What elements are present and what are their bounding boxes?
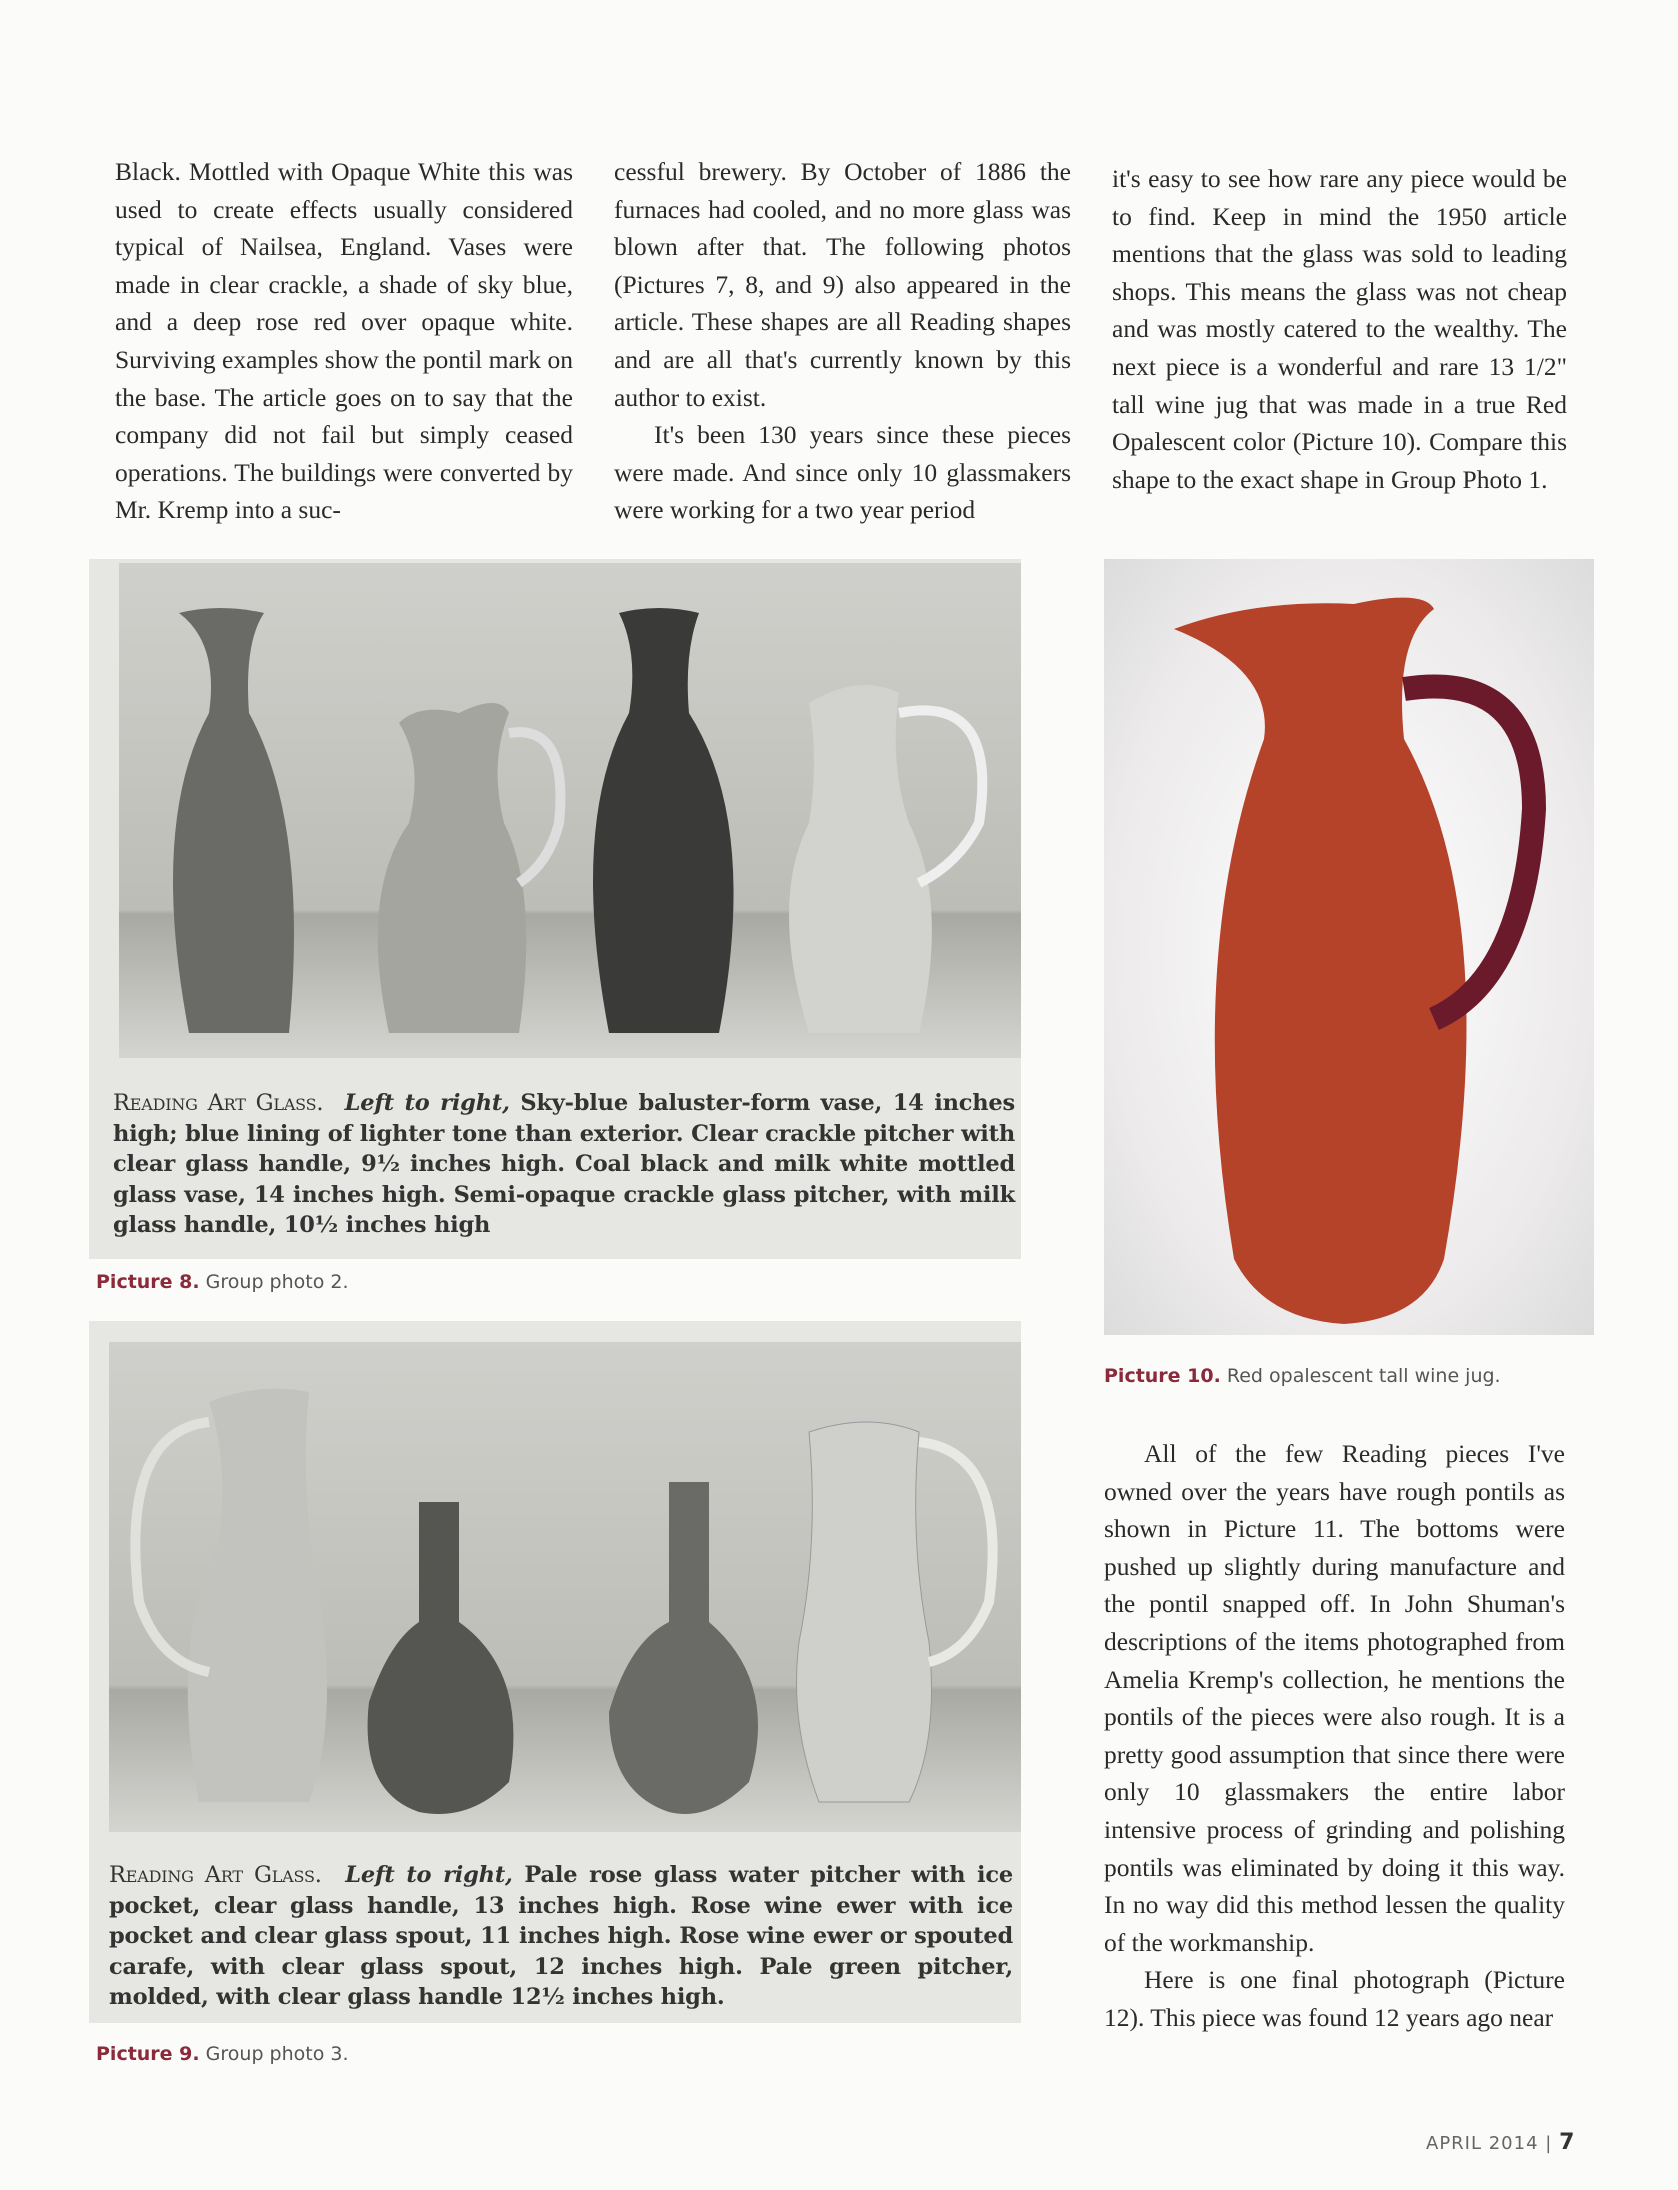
caption-lead: Left to right,: [344, 1090, 510, 1116]
caption-lead: Left to right,: [345, 1862, 513, 1888]
separator: |: [1545, 2133, 1553, 2154]
picture-8-photo: [119, 563, 1021, 1058]
picture-9-caption: [96, 2043, 349, 2065]
caption-text: Group photo 2.: [205, 1271, 349, 1293]
caption-label: Picture 10.: [1104, 1365, 1221, 1387]
ewer-icon: [368, 1502, 514, 1814]
paragraph: Black. Mottled with Opaque White this was used to create effects usually considered typical of Nailsea, England. Vases were made in clear crackle, a shade of sky blue, and a deep rose red over opaque white. Surviving examples show the pontil mark on the base. The article goes on to say that the company did not fail but simply ceased operations. The buildings were converted by Mr. Kremp into a suc-: [115, 157, 573, 525]
article-column-2: [614, 153, 1071, 529]
paragraph: All of the few Reading pieces I've owned over the years have rough pontils as shown in Picture 11. The bottoms were pushed up slightly during manufacture and the pontil snapped off. In John Shuman's descriptions of the items photographed from Amelia Kremp's collection, he mentions the pontils of the pieces were also rough. It is a pretty good assumption that since there were only 10 glassmakers the entire labor intensive process of grinding and polishing pontils was eliminated by doing it this way. In no way did this method lessen the quality of the workmanship.: [1104, 1439, 1565, 1957]
article-column-1: [115, 153, 573, 529]
mottled-vase-icon: [593, 608, 734, 1033]
caption-heading: Reading Art Glass.: [113, 1090, 324, 1116]
caption-heading: Reading Art Glass.: [109, 1862, 322, 1888]
pitcher-icon: [188, 1389, 327, 1802]
issue-date: APRIL 2014: [1426, 2133, 1539, 2154]
caption-label: Picture 8.: [96, 1271, 200, 1293]
caption-text: Sky-blue baluster-form vase, 14 inches high; blue lining of lighter tone than exterior. Clear crackle pitcher with clear glass handle, 9½ inches high. Coal black and milk white mottled glass vase, 14 inches high. Semi-opaque crackle glass pitcher, with milk glass handle, 10½ inches high: [113, 1090, 1015, 1238]
jug-icon: [1174, 598, 1467, 1324]
pitcher-icon: [378, 703, 527, 1033]
paragraph: Here is one final photograph (Picture 12). This piece was found 12 years ago near: [1104, 1965, 1565, 2032]
paragraph: cessful brewery. By October of 1886 the furnaces had cooled, and no more glass was blown after that. The following photos (Pictures 7, 8, and 9) also appeared in the article. These shapes are all Reading shapes and are all that's currently known by this author to exist.: [614, 157, 1071, 412]
page-footer: [1426, 2130, 1575, 2155]
caption-text: Red opalescent tall wine jug.: [1226, 1365, 1501, 1387]
picture-9-photo: [109, 1342, 1021, 1832]
picture-10-caption: [1104, 1365, 1501, 1387]
picture-9-old-caption: [109, 1860, 1013, 2013]
caption-text: Pale rose glass water pitcher with ice pocket, clear glass handle, 13 inches high. Rose wine ewer with ice pocket and clear glass spout, 11 inches high. Rose wine ewer or spouted carafe, with clear glass spout, 12 inches high. Pale green pitcher, molded, with clear glass handle 12½ inches high.: [109, 1862, 1013, 2010]
paragraph: It's been 130 years since these pieces were made. And since only 10 glassmakers were working for a two year period: [614, 420, 1071, 525]
paragraph: it's easy to see how rare any piece would be to find. Keep in mind the 1950 article mentions that the glass was sold to leading shops. This means the glass was not cheap and was mostly catered to the wealthy. The next piece is a wonderful and rare 13 1/2" tall wine jug that was made in a true Red Opalescent color (Picture 10). Compare this shape to the exact shape in Group Photo 1.: [1112, 164, 1567, 494]
carafe-icon: [609, 1482, 758, 1814]
page-number: 7: [1559, 2130, 1576, 2155]
caption-text: Group photo 3.: [205, 2043, 349, 2065]
caption-label: Picture 9.: [96, 2043, 200, 2065]
pitcher-icon: [789, 685, 932, 1033]
pitcher-icon: [797, 1422, 932, 1802]
picture-8-caption: [96, 1271, 349, 1293]
vase-icon: [173, 608, 294, 1033]
picture-10-photo: [1104, 559, 1594, 1335]
article-column-3: [1112, 160, 1567, 498]
picture-8-old-caption: [113, 1088, 1015, 1241]
article-column-4: [1104, 1435, 1565, 2037]
